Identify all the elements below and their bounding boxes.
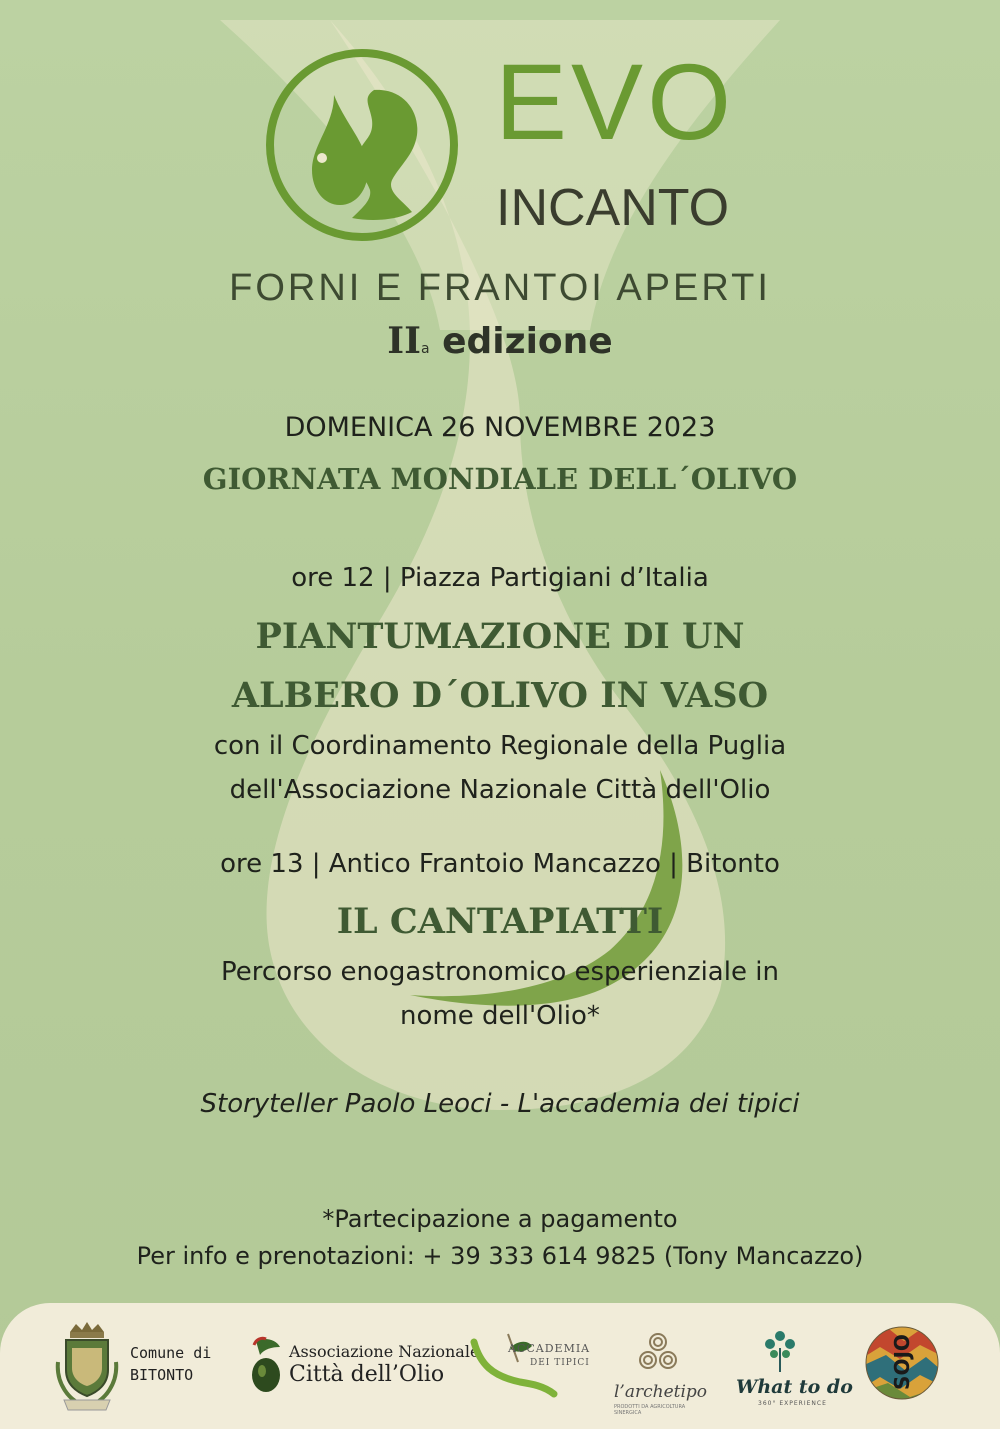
brand-incanto: INCANTO: [496, 179, 730, 237]
whattodo-label: What to do: [736, 1376, 853, 1398]
comune-line1: Comune di: [130, 1344, 212, 1362]
storyteller: Storyteller Paolo Leoci - L'accademia dei tipici: [200, 1089, 800, 1119]
triskelion-icon: [636, 1330, 680, 1374]
event1-title-line1: PIANTUMAZIONE DI UN: [255, 616, 745, 657]
event2-time-place: ore 13 | Antico Frantoio Mancazzo | Bitonto: [220, 849, 780, 879]
evo-incanto-emblem: [262, 40, 462, 250]
subtitle: FORNI E FRANTOI APERTI: [229, 267, 771, 309]
oil-drop-icon: [312, 95, 368, 205]
event2-title: IL CANTAPIATTI: [336, 901, 664, 942]
whattodo-sub: 360° EXPERIENCE: [758, 1400, 827, 1407]
payment-note: *Partecipazione a pagamento: [322, 1205, 678, 1233]
edition-roman: II: [387, 320, 421, 362]
tree-icon: [762, 1328, 798, 1372]
archetipo-label: l’archetipo: [614, 1382, 708, 1402]
event2-desc-line1: Percorso enogastronomico esperienziale in: [221, 957, 779, 987]
event1-title-line2: ALBERO D´OLIVO IN VASO: [231, 675, 769, 716]
olive-logo-icon: [246, 1335, 286, 1395]
event1-desc-line1: con il Coordinamento Regionale della Puglia: [213, 731, 787, 761]
event1-desc-line2: dell'Associazione Nazionale Città dell'Olio: [229, 775, 771, 805]
event1-time-place: ore 12 | Piazza Partigiani d’Italia: [291, 563, 709, 593]
event2-desc-line2: nome dell'Olio*: [400, 1001, 600, 1031]
edition-sup: a: [420, 341, 430, 357]
anco-line1: Associazione Nazionale: [289, 1342, 480, 1361]
comune-crest-icon: [52, 1322, 122, 1414]
anco-line2: Città dell’Olio: [289, 1362, 445, 1387]
brand-evo: EVO: [495, 41, 736, 162]
info-line: Per info e prenotazioni: + 39 333 614 9825 (Tony Mancazzo): [136, 1242, 864, 1270]
occasion: GIORNATA MONDIALE DELL´OLIVO: [202, 462, 798, 496]
accademia-line2: DEI TIPICI: [530, 1358, 590, 1368]
edition-word: edizione: [442, 321, 613, 362]
archetipo-sub: PRODOTTI DA AGRICOLTURA SINERGICA: [614, 1404, 686, 1416]
accademia-line1: ACCADEMIA: [508, 1342, 591, 1355]
date-line: DOMENICA 26 NOVEMBRE 2023: [284, 412, 716, 443]
edition: [0, 322, 1000, 362]
sojo-label: SOJO: [890, 1334, 914, 1390]
comune-line2: BITONTO: [130, 1366, 194, 1384]
